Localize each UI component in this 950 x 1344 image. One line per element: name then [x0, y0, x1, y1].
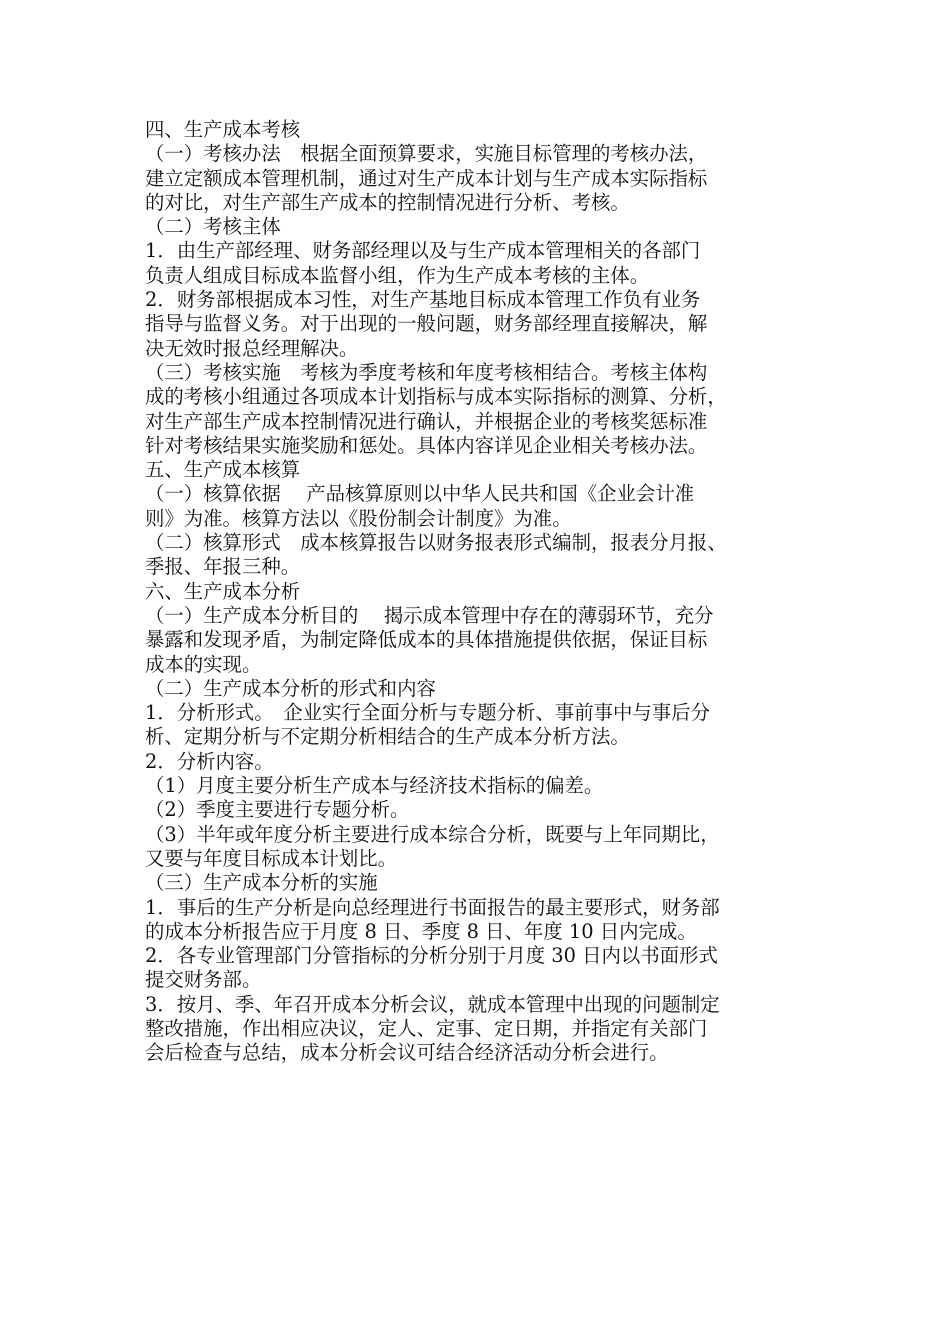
text-line: 3．按月、季、年召开成本分析会议，就成本管理中出现的问题制定 [145, 992, 720, 1016]
text-line: 析、定期分析与不定期分析相结合的生产成本分析方法。 [145, 725, 630, 749]
text-line: 建立定额成本管理机制，通过对生产成本计划与生产成本实际指标 [145, 166, 708, 190]
text-line: 决无效时报总经理解决。 [145, 336, 359, 360]
text-line: 2．各专业管理部门分管指标的分析分别于月度 30 日内以书面形式 [145, 944, 718, 968]
subsection-heading: （二）生产成本分析的形式和内容 [145, 676, 436, 700]
text-line: 又要与年度目标成本计划比。 [145, 846, 398, 870]
text-line: 对生产部生产成本控制情况进行确认，并根据企业的考核奖惩标准 [145, 409, 708, 433]
text-line: （2）季度主要进行专题分析。 [145, 798, 410, 822]
text-line: 1．分析形式。 企业实行全面分析与专题分析、事前事中与事后分 [145, 701, 710, 725]
text-line: 整改措施，作出相应决议，定人、定事、定日期，并指定有关部门 [145, 1016, 708, 1040]
text-line: 负责人组成目标成本监督小组，作为生产成本考核的主体。 [145, 263, 650, 287]
text-line: 的对比，对生产部生产成本的控制情况进行分析、考核。 [145, 190, 630, 214]
text-line: （一）核算依据 产品核算原则以中华人民共和国《企业会计准 [145, 482, 695, 506]
text-line: 季报、年报三种。 [145, 555, 301, 579]
text-line: （三）考核实施 考核为季度考核和年度考核相结合。考核主体构 [145, 360, 708, 384]
text-line: 则》为准。核算方法以《股份制会计制度》为准。 [145, 506, 572, 530]
section-heading-5: 五、生产成本核算 [145, 458, 301, 482]
section-heading-4: 四、生产成本考核 [145, 118, 301, 141]
text-line: 成的考核小组通过各项成本计划指标与成本实际指标的测算、分析， [145, 385, 727, 409]
text-line: （一）生产成本分析目的 揭示成本管理中存在的薄弱环节，充分 [145, 603, 714, 627]
subsection-heading: （二）考核主体 [145, 215, 281, 239]
text-line: 1．事后的生产分析是向总经理进行书面报告的最主要形式，财务部 [145, 895, 720, 919]
text-line: （一）考核办法 根据全面预算要求，实施目标管理的考核办法， [145, 142, 708, 166]
text-line: （1）月度主要分析生产成本与经济技术指标的偏差。 [145, 774, 604, 798]
text-line: （3）半年或年度分析主要进行成本综合分析，既要与上年同期比， [145, 822, 720, 846]
document-body [145, 118, 835, 1066]
section-heading-6: 六、生产成本分析 [145, 579, 301, 603]
text-line: 2．财务部根据成本习性，对生产基地目标成本管理工作负有业务 [145, 288, 701, 312]
text-line: 1．由生产部经理、财务部经理以及与生产成本管理相关的各部门 [145, 239, 701, 263]
text-line: （二）核算形式 成本核算报告以财务报表形式编制，报表分月报、 [145, 531, 727, 555]
text-line: 成本的实现。 [145, 652, 262, 676]
text-line: 会后检查与总结，成本分析会议可结合经济活动分析会进行。 [145, 1041, 669, 1065]
text-line: 的成本分析报告应于月度 8 日、季度 8 日、年度 10 日内完成。 [145, 919, 697, 943]
text-line: 提交财务部。 [145, 968, 262, 992]
text-line: 2．分析内容。 [145, 749, 274, 773]
subsection-heading: （三）生产成本分析的实施 [145, 871, 378, 895]
text-line: 指导与监督义务。对于出现的一般问题，财务部经理直接解决，解 [145, 312, 708, 336]
text-line: 针对考核结果实施奖励和惩处。具体内容详见企业相关考核办法。 [145, 433, 708, 457]
text-line: 暴露和发现矛盾，为制定降低成本的具体措施提供依据，保证目标 [145, 628, 708, 652]
